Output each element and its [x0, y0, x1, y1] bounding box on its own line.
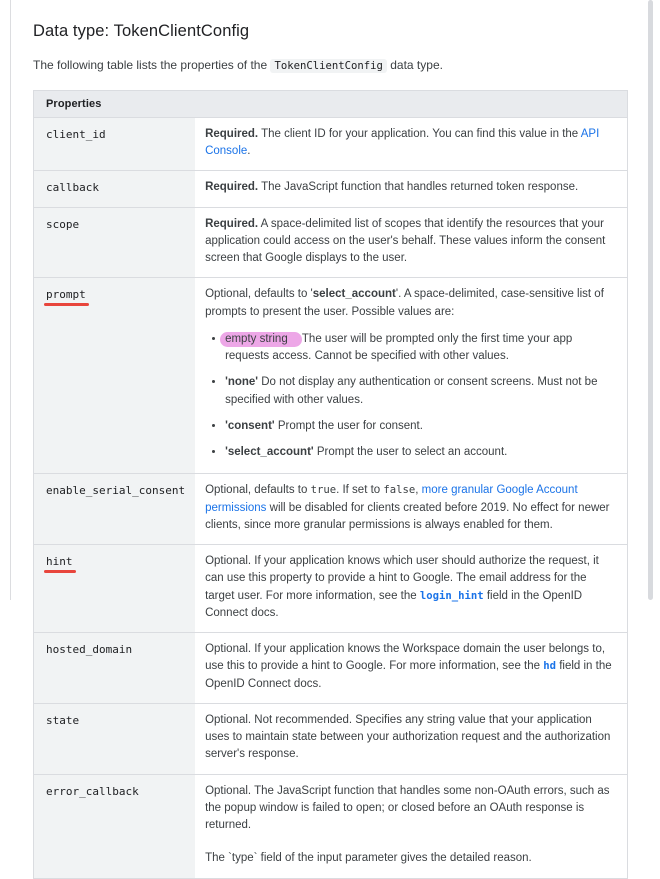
text-segment: The `type` field of the input parameter gives the detailed reason. [205, 852, 532, 865]
table-row [34, 207, 628, 278]
table-row [34, 633, 628, 704]
description-paragraph [205, 641, 615, 693]
text-segment: Required. [205, 217, 259, 230]
text-segment: field in the OpenID Connect docs. [205, 660, 612, 690]
intro-paragraph [33, 56, 628, 75]
text-segment: , [415, 484, 422, 497]
text-segment: data type. [386, 58, 443, 72]
property-name: hint [46, 555, 73, 568]
property-cell [34, 703, 196, 774]
properties-table-body [34, 117, 628, 878]
table-row [34, 545, 628, 633]
property-name: state [46, 713, 80, 727]
text-segment: Optional, defaults to [205, 484, 311, 497]
property-name: enable_serial_consent [46, 484, 186, 498]
text-segment: '. A space-delimited, case-sensitive list of prompts to present the user. Possible values are: [205, 288, 604, 318]
inline-link[interactable]: login_hint [419, 589, 484, 602]
table-row [34, 774, 628, 878]
text-segment: will be disabled for clients created before 2019. No effect for newer clients, since more granular permissions is always enabled for them. [205, 501, 610, 531]
description-paragraph [205, 286, 615, 321]
text-segment: . [247, 145, 251, 158]
description-paragraph [205, 553, 615, 622]
inline-link[interactable]: hd [543, 660, 556, 673]
text-segment: Do not display any authentication or consent screens. Must not be specified with other values. [225, 376, 598, 406]
inline-link[interactable]: more granular Google Account permissions [205, 484, 578, 514]
text-segment: field in the OpenID Connect docs. [205, 589, 583, 619]
red-underline-annotation [44, 303, 89, 306]
description-paragraph [205, 179, 615, 196]
text-segment: TokenClientConfig [270, 59, 386, 73]
properties-table-head [34, 90, 628, 117]
red-underline-annotation [44, 570, 76, 573]
property-name: scope [46, 217, 80, 231]
page-title: Data type: TokenClientConfig [33, 22, 250, 40]
inline-link[interactable]: API Console [205, 127, 600, 158]
text-segment: . If set to [336, 484, 384, 497]
text-segment: 'consent' [225, 419, 275, 432]
value-list-item [225, 331, 615, 366]
description-cell [195, 278, 627, 474]
description-cell [195, 545, 627, 633]
text-segment: 'select_account' [225, 446, 314, 459]
table-row [34, 278, 628, 474]
table-row [34, 474, 628, 545]
table-row [34, 703, 628, 774]
property-cell [34, 117, 196, 171]
property-name: prompt [46, 288, 86, 301]
table-row [34, 117, 628, 171]
text-segment: The JavaScript function that handles returned token response. [258, 181, 579, 194]
property-name: client_id [46, 127, 106, 141]
text-segment: true [310, 484, 337, 497]
text-segment: Required. [205, 127, 259, 140]
value-list [205, 331, 615, 462]
property-cell [34, 474, 196, 545]
property-name: error_callback [46, 784, 139, 798]
property-cell [34, 171, 196, 207]
properties-table [33, 90, 628, 879]
text-segment: The client ID for your application. You can find this value in the [258, 127, 581, 140]
value-list-item [225, 418, 615, 435]
text-segment: Prompt the user to select an account. [313, 446, 508, 459]
text-segment: false [383, 484, 416, 497]
description-paragraph [205, 482, 615, 534]
highlight-annotation: empty string [220, 332, 302, 347]
value-list-item [225, 444, 615, 461]
description-cell [195, 633, 627, 704]
scrollbar[interactable] [648, 0, 653, 600]
text-segment: Required. [205, 181, 259, 194]
property-cell [34, 633, 196, 704]
doc-content [33, 12, 628, 879]
description-cell [195, 703, 627, 774]
text-segment: Optional. If your application knows which user should authorize the request, it can use this property to provide a hint to Google. The email address for the target user. For more information, see the [205, 555, 599, 602]
property-cell [34, 278, 196, 474]
description-cell [195, 171, 627, 207]
page-left-border [10, 0, 11, 600]
description-cell [195, 474, 627, 545]
description-cell [195, 207, 627, 278]
property-cell [34, 207, 196, 278]
description-paragraph [205, 850, 615, 867]
text-segment: select_account [312, 288, 396, 301]
description-paragraph [205, 712, 615, 764]
property-cell [34, 545, 196, 633]
text-segment: Optional. Not recommended. Specifies any string value that your application uses to maintain state between your authorization request and the authorization server's response. [205, 713, 611, 761]
text-segment: 'none' [225, 376, 259, 389]
description-paragraph [205, 783, 615, 835]
description-cell [195, 774, 627, 878]
description-paragraph [205, 126, 615, 161]
table-header-row [34, 90, 628, 117]
description-paragraph [205, 216, 615, 268]
text-segment: Optional. If your application knows the Workspace domain the user belongs to, use this to provide a hint to Google. For more information, see the [205, 643, 606, 673]
table-row [34, 171, 628, 207]
property-name: hosted_domain [46, 643, 133, 657]
value-list-item [225, 374, 615, 409]
text-segment: The following table lists the properties of the [33, 58, 271, 72]
property-name: callback [46, 181, 99, 195]
text-segment: Optional. The JavaScript function that handles some non-OAuth errors, such as the popup window is failed to open; or closed before an OAuth response is returned. [205, 784, 610, 832]
text-segment: Prompt the user for consent. [274, 419, 423, 432]
text-segment: A space-delimited list of scopes that identify the resources that your application could access on the user's behalf. These values inform the consent screen that Google displays to the user. [205, 217, 606, 265]
text-segment: The user will be prompted only the first time your app requests access. Cannot be specified with other values. [225, 332, 573, 363]
description-cell [195, 117, 627, 171]
table-header: Properties [34, 90, 628, 117]
property-cell [34, 774, 196, 878]
text-segment: Optional, defaults to ' [205, 288, 313, 301]
